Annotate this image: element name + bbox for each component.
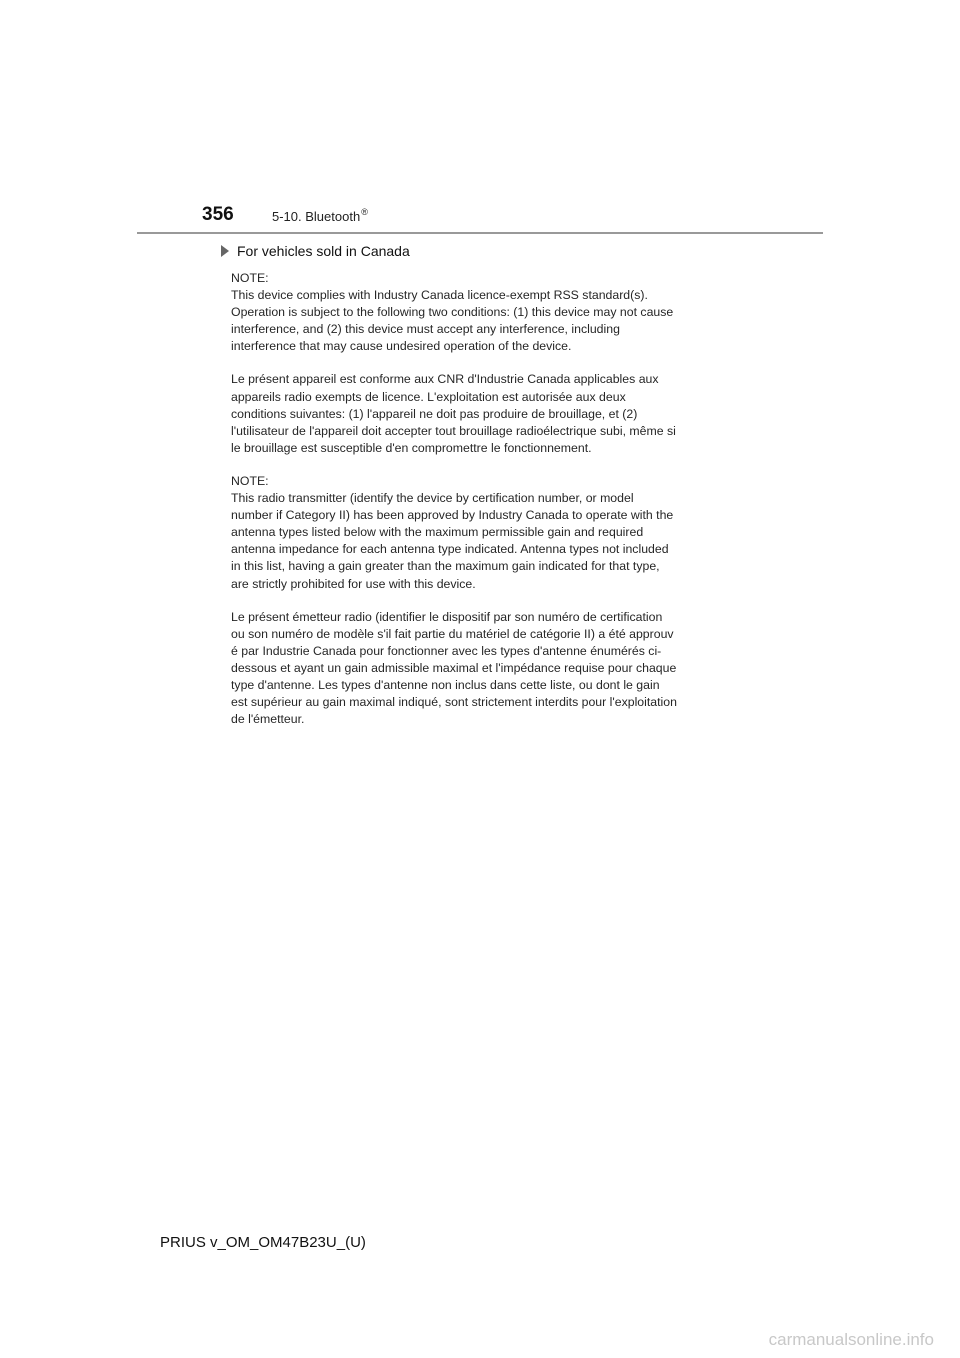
registered-mark: ® — [361, 207, 368, 217]
section-title — [272, 207, 368, 224]
triangle-bullet-icon — [221, 245, 229, 257]
page-number: 356 — [202, 204, 234, 225]
notice-block-french-2: Le présent émetteur radio (identifier le dispositif par son numéro de certification ou son numéro de modèle s'il fait partie du matériel de catégorie II) a été approuv é par Industrie Canada pour fonctionner avec les types d'antenne énumérés ci- dessous et ayant un gain admissible maximal et l'impédance requise pour chaque type d'antenne. Les types d'antenne non inclus dans cette liste, ou dont le gain est supérieur au gain maximal indiqué, sont strictement interdits pour l'exploitation de l'émetteur. — [231, 609, 677, 727]
notice-block-english-1: NOTE: This device complies with Industry Canada licence-exempt RSS standard(s). Operation is subject to the following two conditions: (1) this device may not cause interference, and (2) this device must accept any interference, including interference that may cause undesired operation of the device. — [231, 271, 674, 354]
section-title-text: 5-10. Bluetooth — [272, 209, 361, 224]
header-rule — [137, 232, 823, 234]
notice-block-english-2: NOTE: This radio transmitter (identify the device by certification number, or model number if Category II) has been approved by Industry Canada to operate with the antenna types listed below with the maximum permissible gain and required antenna impedance for each antenna type indicated. Antenna types not included in this list, having a gain greater than the maximum gain indicated for that type, are strictly prohibited for use with this device. — [231, 473, 674, 591]
footer-manual-code: PRIUS v_OM_OM47B23U_(U) — [160, 1234, 366, 1251]
watermark: carmanualsonline.info — [768, 1330, 934, 1349]
notice-image — [231, 270, 731, 744]
subheading — [221, 243, 410, 259]
notice-block-french-1: Le présent appareil est conforme aux CNR d'Industrie Canada applicables aux appareils radio exempts de licence. L'exploitation est autorisée aux deux conditions suivantes: (1) l'appareil ne doit pas produire de brouillage, et (2) l'utilisateur de l'appareil doit accepter tout brouillage radioélectrique subi, même si le brouillage est susceptible d'en compromettre le fonctionnement. — [231, 372, 676, 455]
subheading-text: For vehicles sold in Canada — [237, 243, 410, 259]
